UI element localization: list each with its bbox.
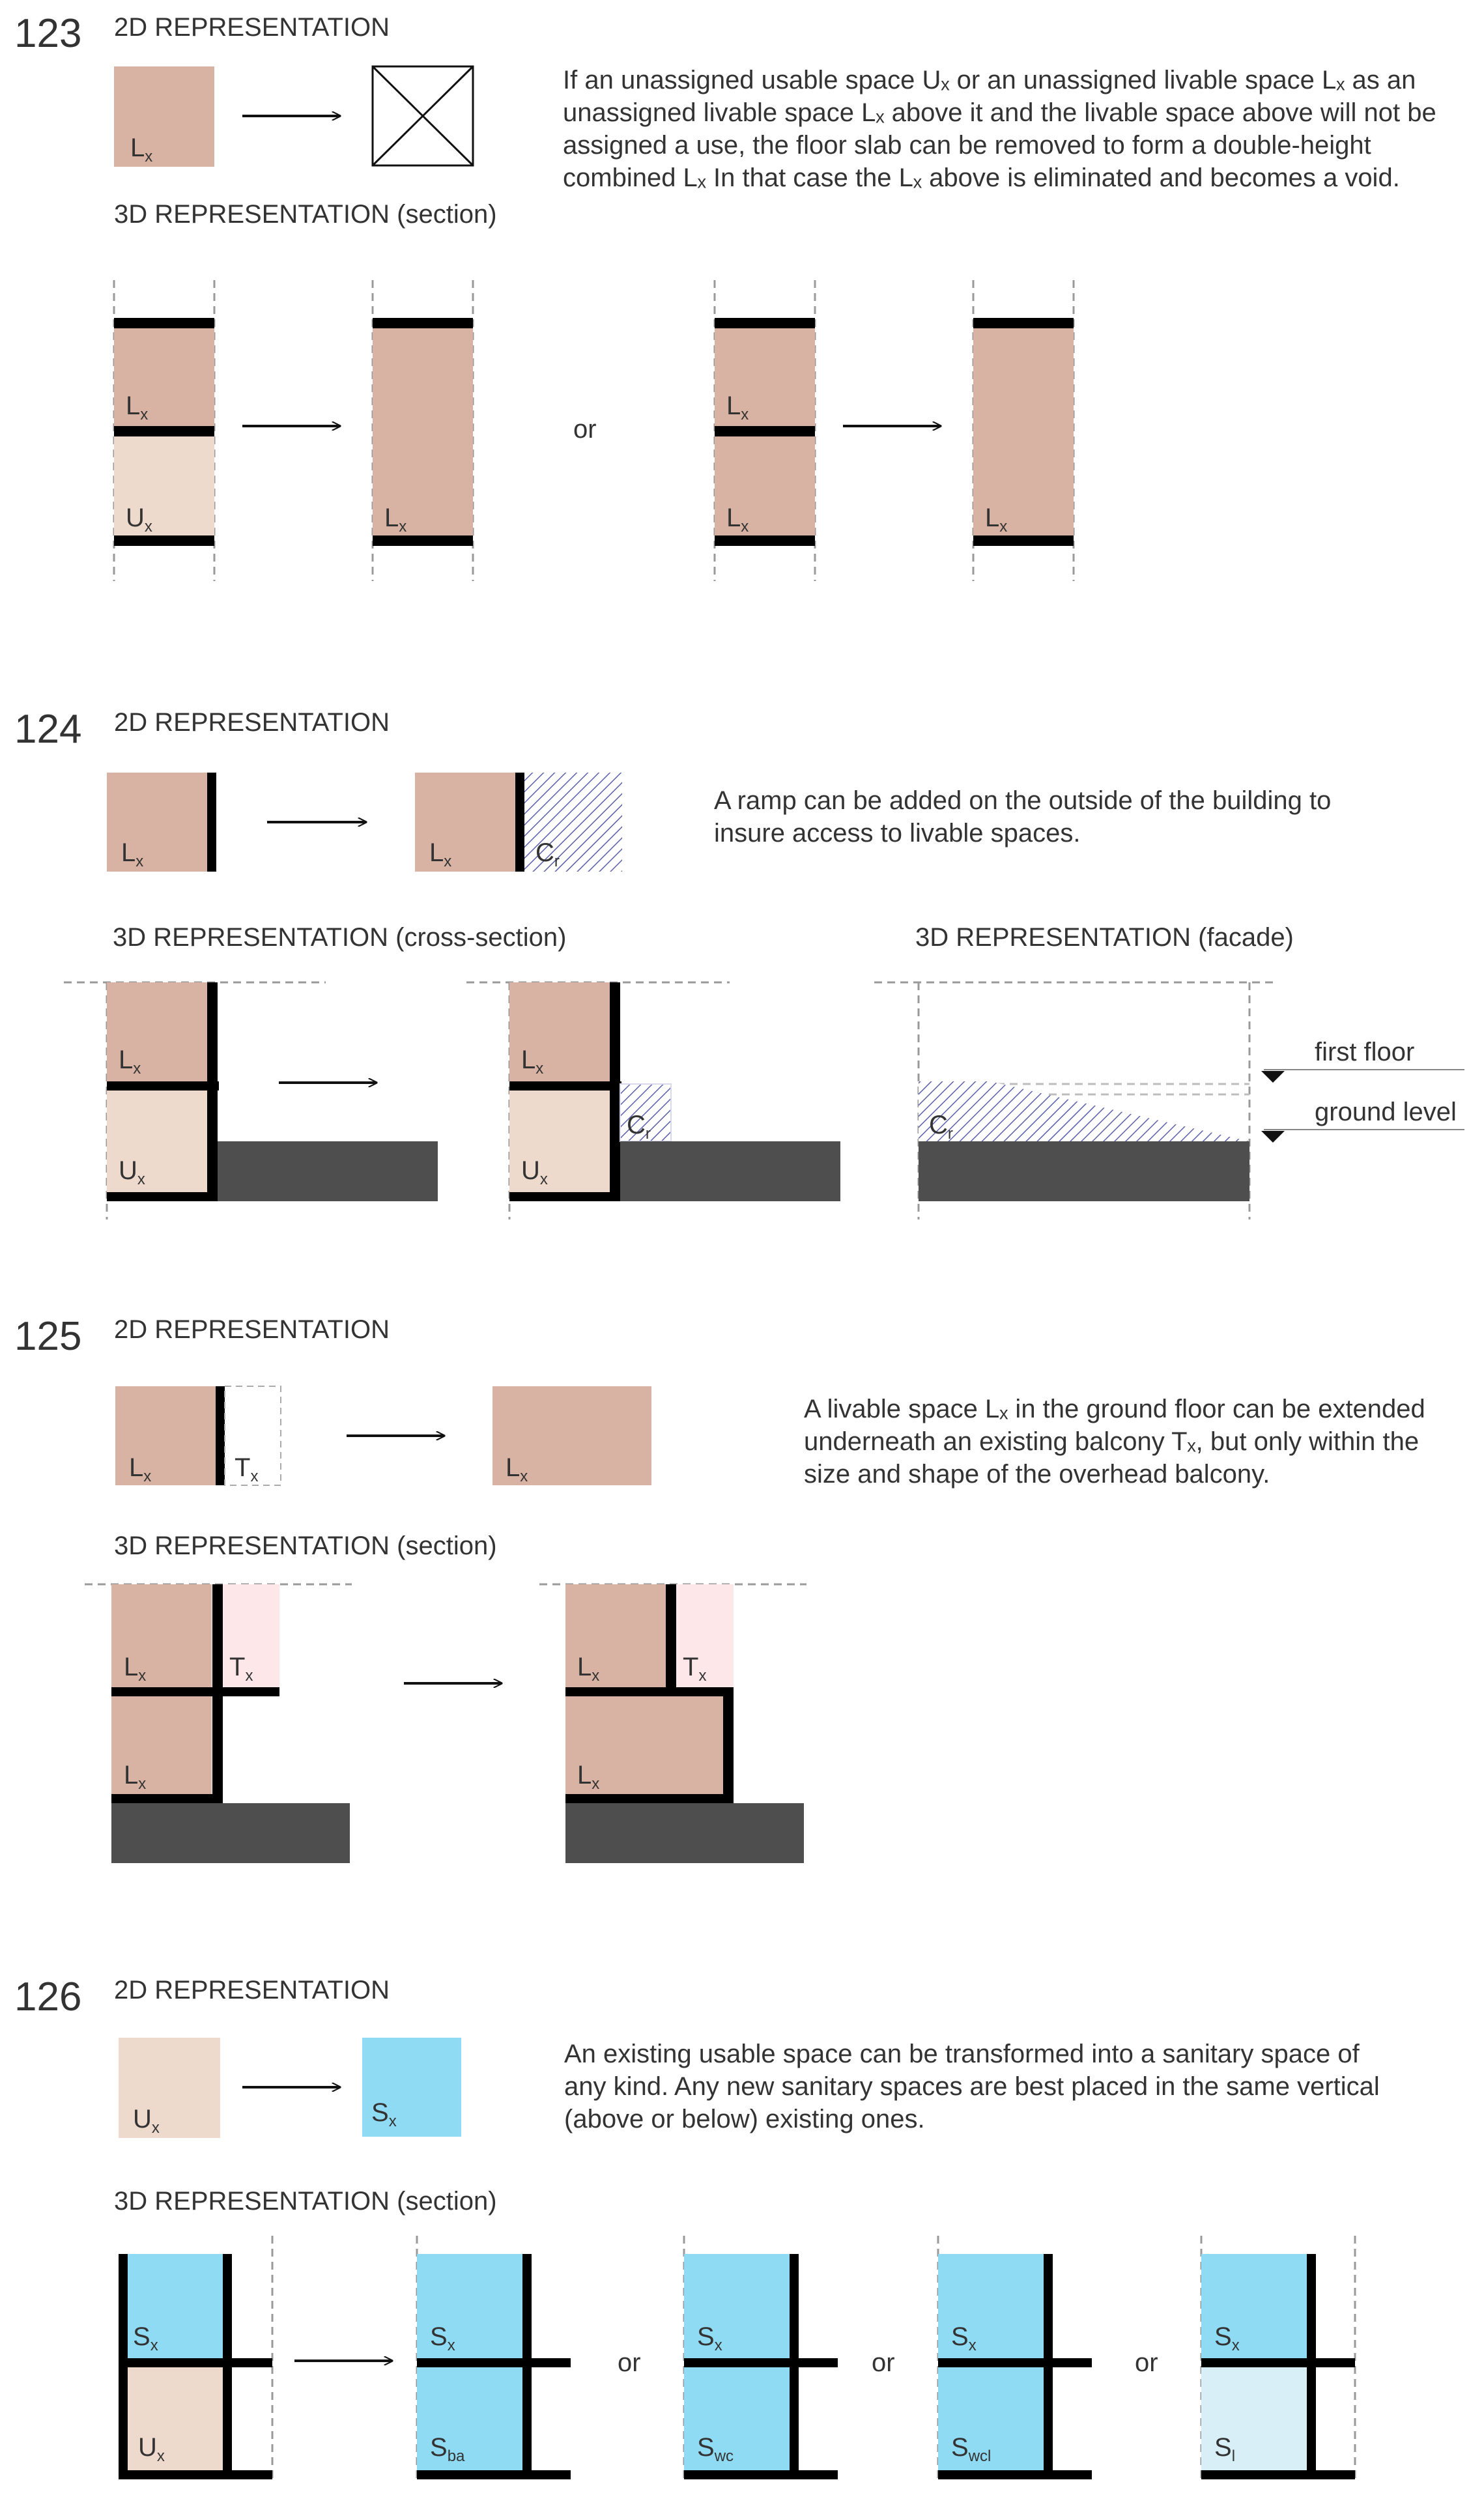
svg-text:Cr: $C_r$ — [535, 838, 560, 870]
void-symbol-icon — [373, 66, 473, 165]
svg-text:underneath an existing balcony: underneath an existing balcony Tₓ, but only within the — [804, 1427, 1420, 1456]
heading-2d: 2D REPRESENTATION — [114, 708, 390, 737]
svg-text:Ux: $U_x$ — [126, 504, 152, 535]
svg-text:Lx: $L_x$ — [726, 504, 749, 535]
svg-text:Lx: $L_x$ — [121, 838, 144, 870]
level-label-ground: ground level — [1315, 1098, 1457, 1126]
section-number: 123 — [14, 11, 82, 56]
svg-text:Sx: $S_x$ — [1214, 2322, 1240, 2354]
svg-text:Lx: $L_x$ — [577, 1761, 600, 1793]
heading-3d: 3D REPRESENTATION (section) — [114, 2187, 497, 2216]
section-125 — [14, 1314, 1425, 1863]
svg-text:Swcl: $S_{wcl}$ — [951, 2433, 992, 2465]
description — [804, 1395, 1425, 1489]
svg-text:insure access to livable space: insure access to livable spaces. — [714, 819, 1081, 848]
heading-3d: 3D REPRESENTATION (section) — [114, 200, 497, 229]
svg-text:Lx: $L_x$ — [577, 1653, 600, 1685]
section-126 — [14, 1975, 1380, 2481]
level-label-first-floor: first floor — [1315, 1038, 1415, 1066]
svg-text:(above or below) existing ones: (above or below) existing ones. — [564, 2105, 925, 2133]
level-marker-icon — [1261, 1131, 1285, 1143]
section-option-wc — [684, 2236, 838, 2481]
svg-text:Lx: $L_x$ — [506, 1453, 528, 1485]
section-before — [85, 1584, 352, 1863]
cross-section-before — [64, 982, 438, 1219]
svg-text:Sl: $S_l$ — [1214, 2433, 1236, 2465]
heading-2d: 2D REPRESENTATION — [114, 13, 390, 42]
svg-text:Lx: $L_x$ — [985, 504, 1008, 535]
svg-text:Lx: $L_x$ — [429, 838, 452, 870]
svg-text:Lx: $L_x$ — [726, 392, 749, 423]
or-label: or — [872, 2348, 895, 2377]
description — [564, 2040, 1380, 2133]
ramp-hatch — [919, 1081, 1249, 1141]
svg-text:Sx: $S_x$ — [951, 2322, 977, 2354]
description — [714, 786, 1331, 848]
section-stack-after-a — [373, 280, 473, 581]
livable-space-block — [114, 66, 214, 167]
description — [563, 66, 1436, 192]
svg-text:An existing usable space can b: An existing usable space can be transformed into a sanitary space of — [564, 2040, 1360, 2068]
svg-text:Cr: $C_r$ — [929, 1111, 953, 1143]
svg-text:Lx: $L_x$ — [521, 1046, 544, 1077]
svg-text:Swc: $S_{wc}$ — [697, 2433, 734, 2465]
section-number: 124 — [14, 707, 82, 752]
svg-text:Lx: $L_x$ — [384, 504, 407, 535]
svg-text:Lx: $L_x$ — [119, 1046, 141, 1077]
svg-text:Sx: $S_x$ — [133, 2322, 158, 2354]
ground-block — [919, 1141, 1249, 1201]
section-option-bath — [417, 2236, 571, 2481]
svg-text:A ramp can be added on the out: A ramp can be added on the outside of the building to — [714, 786, 1332, 815]
section-stack-before-a — [114, 280, 214, 581]
section-124 — [14, 707, 1464, 1219]
svg-text:Sx: $S_x$ — [371, 2098, 397, 2130]
svg-text:Ux: $U_x$ — [119, 1156, 145, 1188]
svg-text:If an unassigned usable space: If an unassigned usable space Uₓ or an unassigned livable space Lₓ as an — [563, 66, 1416, 94]
or-label: or — [1135, 2348, 1158, 2377]
svg-text:Sx: $S_x$ — [430, 2322, 455, 2354]
section-stack-after-b — [973, 280, 1074, 581]
facade-view — [874, 982, 1464, 1219]
svg-text:assigned a use, the floor slab: assigned a use, the floor slab can be removed to form a double-height — [563, 131, 1371, 160]
section-123 — [14, 11, 1436, 581]
svg-text:Cr: $C_r$ — [627, 1111, 651, 1143]
heading-3d: 3D REPRESENTATION (section) — [114, 1532, 497, 1560]
svg-text:Ux: $U_x$ — [138, 2433, 165, 2465]
svg-text:Ux: $U_x$ — [133, 2105, 160, 2137]
svg-text:Sba: $S_{ba}$ — [430, 2433, 465, 2465]
cross-section-after — [466, 982, 840, 1219]
section-option-wcl — [938, 2236, 1092, 2481]
svg-text:Tx: $T_x$ — [683, 1653, 707, 1685]
section-after — [539, 1584, 806, 1863]
svg-text:Tx: $T_x$ — [229, 1653, 253, 1685]
section-option-laundry — [1201, 2236, 1355, 2481]
heading-2d: 2D REPRESENTATION — [114, 1315, 390, 1344]
heading-3d-facade: 3D REPRESENTATION (facade) — [915, 923, 1294, 952]
svg-text:size and shape of the overhead: size and shape of the overhead balcony. — [804, 1460, 1270, 1489]
section-stack-before-b — [715, 280, 815, 581]
svg-text:Ux: $U_x$ — [521, 1156, 548, 1188]
space-label: $L_x$ — [130, 134, 153, 165]
svg-text:Lx: $L_x$ — [124, 1653, 147, 1685]
svg-text:Lx: $L_x$ — [129, 1453, 152, 1485]
svg-text:Lx: $L_x$ — [126, 392, 149, 423]
heading-2d: 2D REPRESENTATION — [114, 1976, 390, 2004]
svg-text:Lx: $L_x$ — [124, 1761, 147, 1793]
or-label: or — [618, 2348, 641, 2377]
svg-text:Sx: $S_x$ — [697, 2322, 722, 2354]
section-number: 125 — [14, 1314, 82, 1359]
section-before — [119, 2236, 272, 2481]
svg-text:A livable space Lₓ in the grou: A livable space Lₓ in the ground floor can be extended — [804, 1395, 1425, 1423]
or-label: or — [573, 415, 597, 444]
svg-text:any kind. Any new sanitary spa: any kind. Any new sanitary spaces are best placed in the same vertical — [564, 2072, 1380, 2101]
heading-3d-cross-section: 3D REPRESENTATION (cross-section) — [113, 923, 567, 952]
section-number: 126 — [14, 1975, 82, 2019]
svg-text:combined Lₓ In that case the L: combined Lₓ In that case the Lₓ above is eliminated and becomes a void. — [563, 164, 1400, 192]
svg-text:unassigned livable space Lₓ ab: unassigned livable space Lₓ above it and the livable space above will not be — [563, 98, 1436, 127]
level-marker-icon — [1261, 1071, 1285, 1083]
svg-text:Tx: $T_x$ — [235, 1453, 259, 1485]
